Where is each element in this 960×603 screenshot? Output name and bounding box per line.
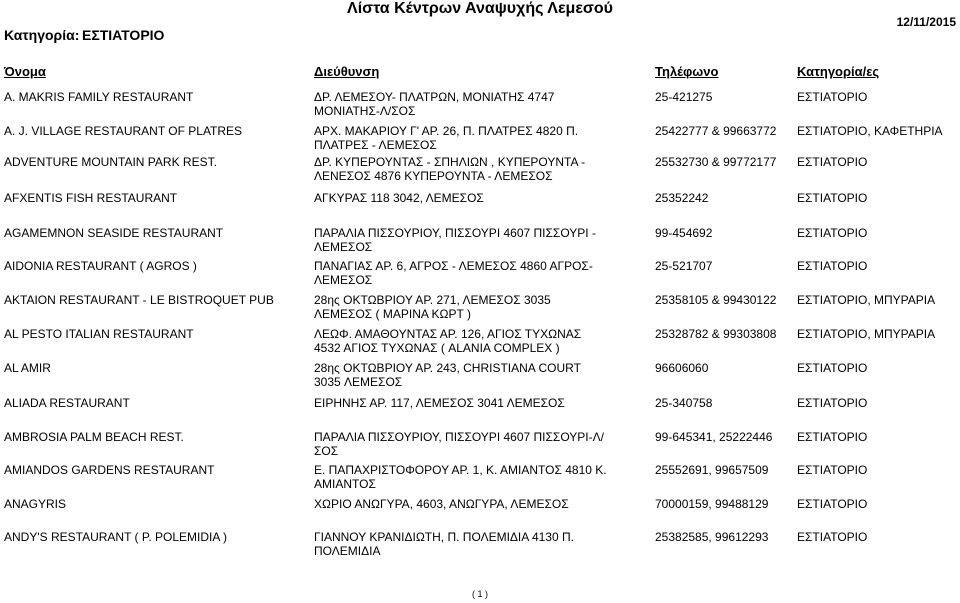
- row-category: ΕΣΤΙΑΤΟΡΙΟ: [797, 430, 868, 444]
- row-category: ΕΣΤΙΑΤΟΡΙΟ: [797, 259, 868, 273]
- row-category: ΕΣΤΙΑΤΟΡΙΟ: [797, 530, 868, 544]
- row-address: ΧΩΡΙΟ ΑΝΩΓΥΡΑ, 4603, ΑΝΩΓΥΡΑ, ΛΕΜΕΣΟΣ: [314, 497, 569, 511]
- row-category: ΕΣΤΙΑΤΟΡΙΟ: [797, 396, 868, 410]
- row-address: 28ης ΟΚΤΩΒΡΙΟΥ ΑΡ. 271, ΛΕΜΕΣΟΣ 3035 ΛΕΜΕΣΟΣ ( ΜΑΡΙΝΑ ΚΩΡΤ ): [314, 293, 551, 321]
- row-name: AMIANDOS GARDENS RESTAURANT: [4, 463, 215, 477]
- row-category: ΕΣΤΙΑΤΟΡΙΟ: [797, 463, 868, 477]
- row-address: ΓΙΑΝΝΟΥ ΚΡΑΝΙΔΙΩΤΗ, Π. ΠΟΛΕΜΙΔΙΑ 4130 Π. ΠΟΛΕΜΙΔΙΑ: [314, 530, 574, 558]
- row-category: ΕΣΤΙΑΤΟΡΙΟ, ΚΑΦΕΤΗΡΙΑ: [797, 124, 943, 138]
- row-category: ΕΣΤΙΑΤΟΡΙΟ: [797, 191, 868, 205]
- row-phone: 25532730 & 99772177: [655, 155, 777, 169]
- row-address: ΠΑΡΑΛΙΑ ΠΙΣΣΟΥΡΙΟΥ, ΠΙΣΣΟΥΡΙ 4607 ΠΙΣΣΟΥΡΙ-Λ/ΣΟΣ: [314, 430, 604, 458]
- row-category: ΕΣΤΙΑΤΟΡΙΟ: [797, 155, 868, 169]
- row-phone: 25358105 & 99430122: [655, 293, 777, 307]
- row-name: ANDY'S RESTAURANT ( P. POLEMIDIA ): [4, 530, 228, 544]
- page-title: Λίστα Κέντρων Αναψυχής Λεμεσού: [347, 0, 613, 17]
- category-value: ΕΣΤΙΑΤΟΡΙΟ: [82, 27, 165, 43]
- row-category: ΕΣΤΙΑΤΟΡΙΟ, ΜΠΥΡΑΡΙΑ: [797, 293, 936, 307]
- row-phone: 96606060: [655, 361, 709, 375]
- row-address: Ε. ΠΑΠΑΧΡΙΣΤΟΦΟΡΟΥ ΑΡ. 1, Κ. ΑΜΙΑΝΤΟΣ 4810 Κ. ΑΜΙΑΝΤΟΣ: [314, 463, 607, 491]
- category-label: Κατηγορία:: [4, 27, 80, 43]
- page-number: ( 1 ): [471, 589, 488, 599]
- column-header-address: Διεύθυνση: [314, 64, 380, 79]
- row-address: ΠΑΝΑΓΙΑΣ ΑΡ. 6, ΑΓΡΟΣ - ΛΕΜΕΣΟΣ 4860 ΑΓΡΟΣ-ΛΕΜΕΣΟΣ: [314, 259, 593, 287]
- row-phone: 25382585, 99612293: [655, 530, 769, 544]
- row-address: ΑΡΧ. ΜΑΚΑΡΙΟΥ Γ' ΑΡ. 26, Π. ΠΛΑΤΡΕΣ 4820 Π. ΠΛΑΤΡΕΣ - ΛΕΜΕΣΟΣ: [314, 124, 579, 152]
- row-category: ΕΣΤΙΑΤΟΡΙΟ: [797, 226, 868, 240]
- column-header-name: Όνομα: [4, 64, 46, 79]
- row-name: ANAGYRIS: [4, 497, 67, 511]
- row-phone: 25328782 & 99303808: [655, 327, 777, 341]
- row-name: AGAMEMNON SEASIDE RESTAURANT: [4, 226, 224, 240]
- row-phone: 25-421275: [655, 90, 713, 104]
- column-header-category: Κατηγορία/ες: [797, 64, 880, 79]
- row-category: ΕΣΤΙΑΤΟΡΙΟ: [797, 497, 868, 511]
- row-phone: 99-645341, 25222446: [655, 430, 773, 444]
- row-address: ΑΓΚΥΡΑΣ 118 3042, ΛΕΜΕΣΟΣ: [314, 191, 484, 205]
- row-address: ΔΡ. ΛΕΜΕΣΟΥ- ΠΛΑΤΡΩΝ, ΜΟΝΙΑΤΗΣ 4747 ΜΟΝΙΑΤΗΣ-Λ/ΣΟΣ: [314, 90, 555, 118]
- row-phone: 99-454692: [655, 226, 713, 240]
- row-address: ΠΑΡΑΛΙΑ ΠΙΣΣΟΥΡΙΟΥ, ΠΙΣΣΟΥΡΙ 4607 ΠΙΣΣΟΥΡΙ - ΛΕΜΕΣΟΣ: [314, 226, 596, 254]
- row-address: ΔΡ. ΚΥΠΕΡΟΥΝΤΑΣ - ΣΠΗΛΙΩΝ , ΚΥΠΕΡΟΥΝΤΑ - ΛΕΝΕΣΟΣ 4876 ΚΥΠΕΡΟΥΝΤΑ - ΛΕΜΕΣΟΣ: [314, 155, 586, 183]
- row-address: 28ης ΟΚΤΩΒΡΙΟΥ ΑΡ. 243, CHRISTIANA COURT 3035 ΛΕΜΕΣΟΣ: [314, 361, 581, 389]
- row-name: AKTAION RESTAURANT - LE BISTROQUET PUB: [4, 293, 274, 307]
- row-name: ADVENTURE MOUNTAIN PARK REST.: [4, 155, 217, 169]
- row-name: ALIADA RESTAURANT: [4, 396, 130, 410]
- row-name: AFXENTIS FISH RESTAURANT: [4, 191, 178, 205]
- row-phone: 25-340758: [655, 396, 713, 410]
- row-name: A. MAKRIS FAMILY RESTAURANT: [4, 90, 194, 104]
- column-header-phone: Τηλέφωνο: [655, 64, 719, 79]
- row-phone: 25552691, 99657509: [655, 463, 769, 477]
- row-name: A. J. VILLAGE RESTAURANT OF PLATRES: [4, 124, 243, 138]
- row-category: ΕΣΤΙΑΤΟΡΙΟ: [797, 90, 868, 104]
- row-name: AL AMIR: [4, 361, 51, 375]
- row-phone: 70000159, 99488129: [655, 497, 769, 511]
- row-name: AIDONIA RESTAURANT ( AGROS ): [4, 259, 197, 273]
- row-name: AMBROSIA PALM BEACH REST.: [4, 430, 184, 444]
- row-phone: 25352242: [655, 191, 709, 205]
- row-phone: 25422777 & 99663772: [655, 124, 777, 138]
- row-name: AL PESTO ITALIAN RESTAURANT: [4, 327, 194, 341]
- row-category: ΕΣΤΙΑΤΟΡΙΟ, ΜΠΥΡΑΡΙΑ: [797, 327, 936, 341]
- date-label: 12/11/2015: [896, 15, 956, 29]
- row-address: ΕΙΡΗΝΗΣ ΑΡ. 117, ΛΕΜΕΣΟΣ 3041 ΛΕΜΕΣΟΣ: [314, 396, 565, 410]
- row-category: ΕΣΤΙΑΤΟΡΙΟ: [797, 361, 868, 375]
- row-address: ΛΕΩΦ. ΑΜΑΘΟΥΝΤΑΣ ΑΡ. 126, ΑΓΙΟΣ ΤΥΧΩΝΑΣ 4532 ΑΓΙΟΣ ΤΥΧΩΝΑΣ ( ALANIA COMPLEX ): [314, 327, 582, 355]
- row-phone: 25-521707: [655, 259, 713, 273]
